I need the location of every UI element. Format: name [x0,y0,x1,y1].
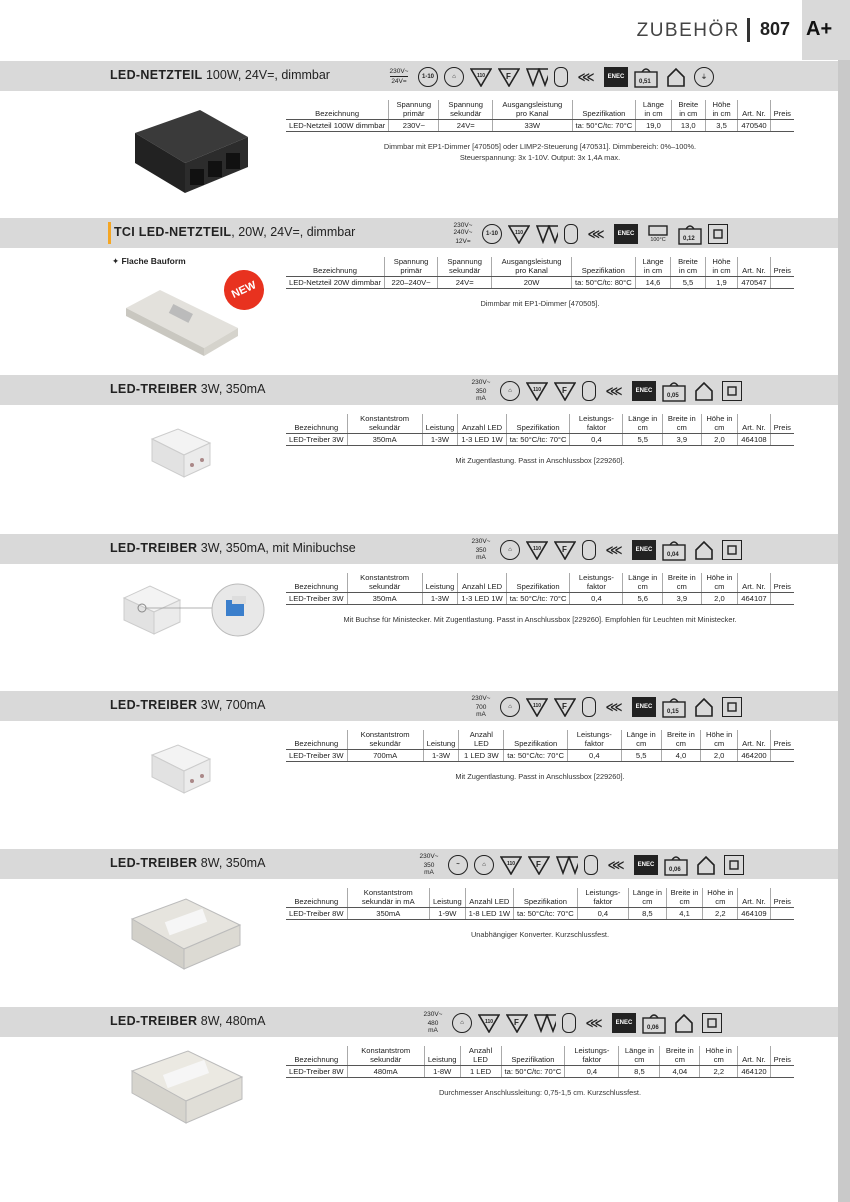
header-divider [747,18,750,42]
col-header: Leistung [424,1046,460,1066]
furniture-mount-icon [554,540,576,560]
col-header: Konstantstrom sekundär [347,1046,424,1066]
spec-table [286,100,794,132]
product-title: LED-TREIBER 3W, 350mA, mit Minibuchse [110,541,356,555]
voltage-icon: 230V~ 480 mA [423,1011,443,1034]
spec-table [286,573,794,605]
col-header: Spannung sekundär [439,100,493,120]
col-header: Ausgangsleistung pro Kanal [492,257,572,277]
mm-mark-icon [536,224,558,244]
col-header: Konstantstrom sekundär [347,730,423,750]
short-circuit-icon [584,855,598,875]
col-header: Leistung [422,414,458,434]
col-header: Preis [770,257,794,277]
weight-value: 0,06 [647,1024,659,1031]
safety-transformer-icon: ⌂ [500,381,520,401]
short-circuit-icon [582,381,596,401]
product-band [0,375,838,405]
col-header: Höhe in cm [700,1046,738,1066]
col-header: Leistung [422,573,458,593]
furniture-mount-icon [554,381,576,401]
product-note: Durchmesser Anschlussleitung: 0,75-1,5 cm. Kurzschlussfest. [438,1088,642,1097]
col-header: Spezifikation [514,888,578,908]
weight-icon [662,697,686,717]
enec-icon: ENEC [632,381,656,401]
new-badge: NEW [217,263,270,316]
page-number: 807 [759,19,790,39]
product-note: Mit Zugentlastung. Passt in Anschlussbox [229260]. [455,456,625,465]
col-header: Preis [770,573,794,593]
protection-class-icon [702,1013,722,1033]
safety-transformer-icon: ⌂ [474,855,494,875]
voltage-icon: 230V~ 240V~ 12V= [453,222,473,245]
table-row: LED-Treiber 3W 350mA 1-3W 1-3 LED 1W ta: 50°C/tc: 70°C 0,4 5,5 3,9 2,0 464108 [286,434,794,446]
product-note: Dimmbar mit EP1-Dimmer [470505]. [480,299,600,308]
spec-table [286,730,794,762]
col-header: Länge in cm [635,257,671,277]
col-header: Spezifikation [571,257,635,277]
product-title: LED-TREIBER 3W, 350mA [110,382,266,396]
thermal-protection-icon [526,540,548,560]
col-header: Spannung primär [385,257,438,277]
col-header: Höhe in cm [703,888,738,908]
col-header: Preis [770,888,794,908]
indoor-use-icon [692,540,716,560]
weight-value: 0,15 [667,708,679,715]
product-band [0,61,838,91]
col-header: Art. Nr. [738,1046,770,1066]
svg-text:110: 110 [477,72,486,79]
protection-class-icon [722,540,742,560]
col-header: Spezifikation [501,1046,565,1066]
svg-text:F: F [536,859,541,869]
safety-transformer-icon: ⌂ [452,1013,472,1033]
product-photo [126,1045,246,1129]
weight-icon [662,381,686,401]
product-band [0,534,838,564]
col-header: Leistung [429,888,465,908]
col-header: Bezeichnung [286,414,347,434]
product-led-treiber-8w-480 [0,1007,838,1157]
weight-icon [662,540,686,560]
product-title: LED-NETZTEIL 100W, 24V=, dimmbar [110,68,330,82]
enec-icon: ENEC [612,1013,636,1033]
col-header: Breite in cm [663,414,701,434]
col-header: Höhe in cm [701,414,738,434]
col-header: Konstantstrom sekundär [347,573,422,593]
col-header: Länge in cm [628,888,666,908]
col-header: Länge in cm [623,573,663,593]
svg-text:110: 110 [533,702,542,709]
product-band [0,691,838,721]
svg-text:110: 110 [533,386,542,393]
col-header: Art. Nr. [738,888,770,908]
ground-icon: ⏚ [694,67,714,87]
col-header: Art. Nr. [738,100,770,120]
enec-icon: ENEC [634,855,658,875]
dimmable-icon: ~ [448,855,468,875]
enec-icon: ENEC [632,697,656,717]
product-photo [126,893,244,973]
spec-table [286,414,794,446]
col-header: Bezeichnung [286,257,385,277]
col-header: Anzahl LED [465,888,513,908]
protection-class-icon [724,855,744,875]
product-band [0,218,838,248]
col-header: Höhe in cm [700,730,737,750]
dimmable-icon: 1-10 [418,67,438,87]
col-header: Bezeichnung [286,100,389,120]
weight-value: 0,51 [639,78,651,85]
svg-text:F: F [562,385,567,395]
weight-icon [678,224,702,244]
col-header: Bezeichnung [286,573,347,593]
col-header: Breite in cm [663,573,701,593]
weight-value: 0,12 [683,235,695,242]
svg-text:110: 110 [515,229,524,236]
col-header: Anzahl LED [459,730,504,750]
table-row: LED-Netzteil 20W dimmbar 220–240V~ 24V= 20W ta: 50°C/tc: 80°C 14,6 5,5 1,9 470547 [286,277,794,289]
thermal-protection-icon [526,697,548,717]
energy-class-label: A+ [806,18,833,40]
col-header: Leistungs-faktor [577,888,628,908]
col-header: Leistungs-faktor [565,1046,619,1066]
col-header: Art. Nr. [738,573,770,593]
col-header: Länge in cm [636,100,671,120]
col-header: Anzahl LED [458,414,506,434]
thermal-protection-icon [470,67,492,87]
spec-table [286,257,794,289]
col-header: Bezeichnung [286,730,347,750]
product-photo [148,741,214,801]
product-led-treiber-8w-350 [0,849,838,999]
product-note: Mit Buchse für Ministecker. Mit Zugentlastung. Passt in Anschlussbox [229260]. Empfohlen für Leuchten mit Ministecker. [343,615,737,624]
svg-text:F: F [514,1017,519,1027]
enec-icon: ENEC [632,540,656,560]
product-tci-netzteil-20w [0,218,838,368]
product-note: Dimmbar mit EP1-Dimmer [470505] oder LIMP2-Steuerung [470531]. Dimmbereich: 0%–100%. Steuerspannung: 3x 1-10V. Output: 3x 1,4A max. [383,142,697,162]
short-circuit-icon [582,697,596,717]
col-header: Leistungs-faktor [570,414,623,434]
product-title: LED-TREIBER 3W, 700mA [110,698,266,712]
product-band [0,1007,838,1037]
product-note: Mit Zugentlastung. Passt in Anschlussbox [229260]. [455,772,625,781]
col-header: Spezifikation [572,100,636,120]
col-header: Leistungs-faktor [568,730,622,750]
svg-text:F: F [506,71,511,81]
certification-icons [468,693,742,720]
certification-icons [420,1009,722,1036]
product-led-treiber-3w-700 [0,691,838,841]
product-photo [120,284,240,360]
short-circuit-icon [554,67,568,87]
col-header: Höhe in cm [705,257,738,277]
flat-design-label: ✦ Flache Bauform [112,256,186,266]
short-circuit-icon [582,540,596,560]
enec-icon: ENEC [604,67,628,87]
certification-icons [450,220,728,247]
col-header: Bezeichnung [286,1046,347,1066]
voltage-icon: 230V~ 700 mA [471,695,491,718]
col-header: Konstantstrom sekundär in mA [347,888,429,908]
thermal-protection-icon [526,381,548,401]
voltage-icon: 230V~ 350 mA [471,379,491,402]
weight-value: 0,05 [667,392,679,399]
product-title: LED-TREIBER 8W, 480mA [110,1014,266,1028]
safety-transformer-icon: ⌂ [500,697,520,717]
col-header: Leistung [423,730,459,750]
indoor-use-icon [692,381,716,401]
furniture-mount-icon [554,697,576,717]
col-header: Spezifikation [506,414,570,434]
certification-icons [468,377,742,404]
voltage-icon: 230V~ 350 mA [419,853,439,876]
certification-icons [416,851,744,878]
col-header: Art. Nr. [738,414,770,434]
furniture-mount-icon [506,1013,528,1033]
svg-text:F: F [562,701,567,711]
col-header: Breite in cm [666,888,703,908]
product-band [0,849,838,879]
weight-value: 0,06 [669,866,681,873]
col-header: Bezeichnung [286,888,347,908]
product-title: LED-TREIBER 8W, 350mA [110,856,266,870]
weight-value: 0,04 [667,551,679,558]
protection-class-icon [722,381,742,401]
voltage-icon: 230V~ 350 mA [471,538,491,561]
col-header: Spezifikation [504,730,568,750]
col-header: Anzahl LED [458,573,506,593]
weight-icon [634,67,658,87]
ce-mark-icon: ⋘ [587,226,605,241]
ce-mark-icon: ⋘ [607,857,625,872]
thermal-protection-icon [500,855,522,875]
col-header: Konstantstrom sekundär [347,414,422,434]
col-header: Spannung primär [389,100,439,120]
col-header: Preis [770,414,794,434]
col-header: Leistungs-faktor [570,573,623,593]
col-header: Länge in cm [623,414,663,434]
col-header: Art. Nr. [738,730,770,750]
col-header: Art. Nr. [738,257,770,277]
protection-class-icon [708,224,728,244]
col-header: Breite in cm [671,100,705,120]
indoor-use-icon [672,1013,696,1033]
col-header: Länge in cm [619,1046,660,1066]
ce-mark-icon: ⋘ [605,542,623,557]
dimmable-icon: 1-10 [482,224,502,244]
col-header: Länge in cm [621,730,661,750]
title-accent [108,222,111,244]
indoor-use-icon [694,855,718,875]
indoor-use-icon [664,67,688,87]
short-circuit-icon [562,1013,576,1033]
certification-icons [386,63,714,90]
svg-text:110: 110 [485,1018,494,1025]
voltage-icon: 230V~ 24V= [389,68,409,85]
ce-mark-icon: ⋘ [577,69,595,84]
col-header: Breite in cm [671,257,705,277]
col-header: Höhe in cm [701,573,738,593]
certification-icons [468,536,742,563]
col-header: Preis [770,100,794,120]
weight-icon [642,1013,666,1033]
furniture-mount-icon [498,67,520,87]
ce-mark-icon: ⋘ [585,1015,603,1030]
col-header: Anzahl LED [460,1046,501,1066]
side-strip [838,0,850,1202]
section-title: ZUBEHÖR [636,20,740,41]
safety-transformer-icon: ⌂ [444,67,464,87]
safety-transformer-icon: ⌂ [500,540,520,560]
ce-mark-icon: ⋘ [605,383,623,398]
product-photo [148,425,214,485]
energy-class-badge [802,0,850,60]
enec-icon: ENEC [614,224,638,244]
col-header: Spannung sekundär [438,257,492,277]
protection-class-icon [722,697,742,717]
short-circuit-icon [564,224,578,244]
product-led-treiber-3w-350 [0,375,838,525]
page-header [538,0,838,60]
furniture-mount-icon [528,855,550,875]
col-header: Breite in cm [660,1046,700,1066]
mm-mark-icon [534,1013,556,1033]
ce-mark-icon: ⋘ [605,699,623,714]
indoor-use-icon [692,697,716,717]
mm-mark-icon [526,67,548,87]
product-led-treiber-3w-350-minibuchse [0,534,838,684]
table-row: LED-Treiber 3W 350mA 1-3W 1-3 LED 1W ta: 50°C/tc: 70°C 0,4 5,6 3,9 2,0 464107 [286,593,794,605]
product-photo [130,105,250,197]
col-header: Höhe in cm [705,100,737,120]
table-row: LED-Treiber 8W 350mA 1-9W 1-8 LED 1W ta: 50°C/tc: 70°C 0,4 8,5 4,1 2,2 464109 [286,908,794,920]
table-row: LED-Treiber 8W 480mA 1-8W 1 LED ta: 50°C/tc: 70°C 0,4 8,5 4,04 2,2 464120 [286,1066,794,1078]
product-photo [120,578,270,646]
product-note: Unabhängiger Konverter. Kurzschlussfest. [470,930,610,939]
spec-table [286,1046,794,1078]
temperature-icon: 100°C [644,224,672,244]
mm-mark-icon [556,855,578,875]
table-row: LED-Netzteil 100W dimmbar 230V~ 24V= 33W ta: 50°C/tc: 70°C 19,0 13,0 3,5 470540 [286,120,794,132]
table-row: LED-Treiber 3W 700mA 1-3W 1 LED 3W ta: 50°C/tc: 70°C 0,4 5,5 4,0 2,0 464200 [286,750,794,762]
thermal-protection-icon [508,224,530,244]
thermal-protection-icon [478,1013,500,1033]
col-header: Preis [770,1046,794,1066]
product-led-netzteil-100w [0,61,838,211]
col-header: Preis [770,730,794,750]
col-header: Spezifikation [506,573,570,593]
spec-table [286,888,794,920]
product-title: TCI LED-NETZTEIL, 20W, 24V=, dimmbar [114,225,356,239]
svg-text:110: 110 [507,860,516,867]
col-header: Breite in cm [661,730,700,750]
col-header: Ausgangsleistung pro Kanal [493,100,572,120]
svg-text:F: F [562,544,567,554]
svg-text:110: 110 [533,545,542,552]
weight-icon [664,855,688,875]
